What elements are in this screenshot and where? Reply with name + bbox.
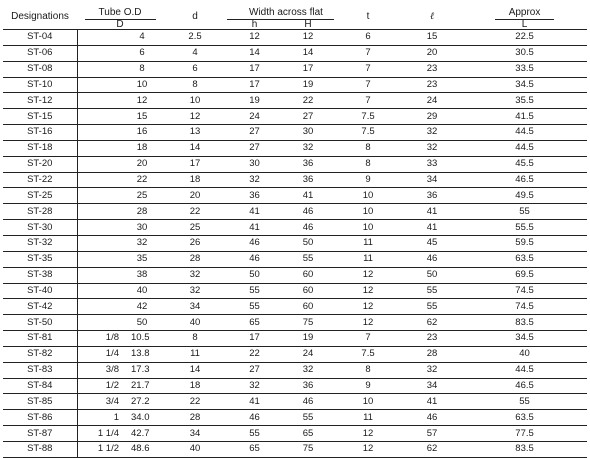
cell-inch-size	[77, 77, 121, 93]
cell-approx-l: 34.5	[515, 332, 534, 344]
table-header	[3, 3, 587, 30]
table-row	[3, 61, 587, 77]
cell-l: 33	[426, 158, 438, 170]
table-row	[3, 204, 587, 220]
cell-approx-l: 35.5	[515, 94, 534, 106]
cell-l: 46	[426, 411, 438, 423]
cell-t: 7.5	[361, 110, 375, 122]
cell-tube-od: 21.7	[131, 379, 150, 391]
cell-designation: ST-12	[3, 93, 77, 109]
cell-designation: ST-30	[3, 220, 77, 236]
cell-h-small: 65	[249, 443, 260, 455]
cell-h-large: 36	[302, 158, 314, 170]
header-tube-od-sub: D	[116, 20, 124, 30]
cell-d: 12	[189, 110, 201, 122]
cell-h-large: 19	[302, 332, 314, 344]
table-row	[3, 220, 587, 236]
cell-inch-size	[77, 315, 121, 331]
cell-h-small: 46	[249, 253, 260, 265]
cell-designation: ST-38	[3, 267, 77, 283]
header-tube-od	[77, 3, 163, 20]
cell-h-large: 60	[302, 269, 314, 281]
cell-tube-od: 22	[136, 174, 148, 186]
cell-h-small: 17	[249, 332, 260, 344]
cell-l: 24	[426, 94, 438, 106]
cell-designation: ST-08	[3, 61, 77, 77]
cell-d: 32	[189, 284, 201, 296]
cell-designation: ST-88	[3, 441, 77, 457]
cell-h-large: 30	[302, 126, 314, 138]
cell-approx-l: 41.5	[515, 110, 534, 122]
cell-approx-l: 74.5	[515, 284, 534, 296]
cell-t: 8	[365, 364, 371, 376]
cell-designation: ST-82	[3, 346, 77, 362]
cell-h-large: 65	[302, 427, 314, 439]
table-row	[3, 251, 587, 267]
cell-designation: ST-42	[3, 299, 77, 315]
cell-designation: ST-81	[3, 331, 77, 347]
cell-h-large: 14	[302, 47, 314, 59]
cell-h-small: 65	[249, 316, 260, 328]
header-h-large: H	[304, 20, 312, 30]
cell-tube-od: 50	[136, 316, 148, 328]
cell-l: 55	[426, 284, 438, 296]
cell-h-small: 46	[249, 411, 260, 423]
table-row	[3, 346, 587, 362]
cell-designation: ST-16	[3, 125, 77, 141]
cell-inch-size: 1	[113, 411, 119, 423]
cell-l: 45	[426, 237, 438, 249]
cell-l: 36	[426, 189, 438, 201]
cell-d: 22	[189, 205, 201, 217]
cell-h-large: 60	[302, 300, 314, 312]
cell-h-small: 55	[249, 300, 260, 312]
cell-t: 8	[365, 142, 371, 154]
cell-t: 6	[365, 31, 371, 43]
cell-d: 17	[189, 158, 201, 170]
cell-tube-od: 18	[136, 142, 148, 154]
cell-approx-l: 55.5	[515, 221, 534, 233]
table-row	[3, 235, 587, 251]
cell-h-large: 50	[302, 237, 314, 249]
cell-t: 7	[365, 78, 371, 90]
cell-tube-od: 4	[139, 31, 145, 43]
cell-l: 50	[426, 269, 438, 281]
cell-inch-size	[77, 220, 121, 236]
cell-h-large: 17	[302, 63, 314, 75]
cell-l: 41	[426, 395, 438, 407]
cell-designation: ST-22	[3, 172, 77, 188]
cell-approx-l: 44.5	[515, 142, 534, 154]
cell-h-small: 32	[249, 174, 260, 186]
cell-tube-od: 16	[136, 126, 148, 138]
cell-t: 7	[365, 332, 371, 344]
header-d: d	[192, 10, 198, 22]
cell-approx-l: 63.5	[515, 411, 534, 423]
cell-h-large: 46	[302, 221, 314, 233]
cell-inch-size: 3/8	[105, 364, 119, 376]
cell-d: 14	[189, 364, 201, 376]
header-designations: Designations	[11, 10, 69, 22]
cell-t: 7	[365, 94, 371, 106]
cell-approx-l: 34.5	[515, 78, 534, 90]
cell-approx-l: 55	[519, 395, 530, 407]
cell-l: 62	[426, 443, 438, 455]
cell-tube-od: 27.2	[131, 395, 150, 407]
cell-designation: ST-40	[3, 283, 77, 299]
header-t: t	[366, 10, 370, 22]
cell-h-small: 55	[249, 427, 260, 439]
cell-designation: ST-25	[3, 188, 77, 204]
cell-l: 15	[426, 31, 438, 43]
cell-d: 8	[192, 332, 198, 344]
cell-inch-size	[77, 172, 121, 188]
cell-h-small: 50	[249, 269, 260, 281]
cell-tube-od: 34.0	[131, 411, 150, 423]
cell-inch-size	[77, 140, 121, 156]
cell-tube-od: 30	[136, 221, 148, 233]
cell-t: 12	[362, 284, 374, 296]
cell-h-large: 55	[302, 253, 314, 265]
cell-d: 40	[189, 443, 201, 455]
cell-l: 23	[426, 63, 438, 75]
cell-h-small: 22	[249, 348, 260, 360]
header-approx	[462, 3, 587, 20]
cell-inch-size	[77, 204, 121, 220]
cell-l: 32	[426, 126, 438, 138]
cell-inch-size	[77, 188, 121, 204]
cell-designation: ST-84	[3, 378, 77, 394]
table-body	[3, 30, 587, 458]
cell-inch-size	[77, 251, 121, 267]
cell-d: 18	[189, 379, 201, 391]
cell-tube-od: 17.3	[131, 364, 150, 376]
table-row	[3, 140, 587, 156]
cell-approx-l: 30.5	[515, 47, 534, 59]
cell-inch-size	[77, 235, 121, 251]
cell-t: 12	[362, 269, 374, 281]
table-row	[3, 172, 587, 188]
cell-t: 12	[362, 427, 374, 439]
cell-h-small: 46	[249, 237, 260, 249]
cell-d: 25	[189, 221, 201, 233]
cell-designation: ST-20	[3, 156, 77, 172]
cell-d: 28	[189, 411, 201, 423]
cell-h-large: 24	[302, 348, 314, 360]
cell-inch-size	[77, 93, 121, 109]
cell-d: 10	[189, 94, 201, 106]
cell-l: 32	[426, 142, 438, 154]
cell-h-small: 55	[249, 284, 260, 296]
table-row	[3, 362, 587, 378]
cell-l: 34	[426, 174, 438, 186]
dimension-table	[3, 3, 587, 458]
cell-d: 13	[189, 126, 201, 138]
cell-l: 46	[426, 253, 438, 265]
cell-d: 22	[189, 395, 201, 407]
cell-d: 11	[190, 348, 200, 360]
cell-designation: ST-10	[3, 77, 77, 93]
cell-approx-l: 63.5	[515, 253, 534, 265]
cell-d: 2.5	[188, 31, 202, 43]
cell-d: 28	[189, 253, 201, 265]
cell-designation: ST-83	[3, 362, 77, 378]
cell-l: 23	[426, 332, 438, 344]
cell-h-small: 41	[249, 221, 260, 233]
cell-t: 11	[363, 411, 373, 423]
table-row	[3, 426, 587, 442]
cell-h-small: 27	[249, 364, 260, 376]
table-row	[3, 283, 587, 299]
cell-designation: ST-04	[3, 30, 77, 46]
cell-h-small: 30	[249, 158, 260, 170]
cell-approx-l: 33.5	[515, 63, 534, 75]
cell-approx-l: 45.5	[515, 158, 534, 170]
table-row	[3, 331, 587, 347]
cell-t: 7	[365, 47, 371, 59]
cell-t: 12	[362, 316, 374, 328]
cell-l: 34	[426, 379, 438, 391]
cell-tube-od: 10.5	[131, 332, 150, 344]
cell-l: 62	[426, 316, 438, 328]
cell-inch-size	[77, 267, 121, 283]
cell-tube-od: 35	[136, 253, 148, 265]
cell-inch-size: 1/2	[105, 379, 119, 391]
cell-h-small: 41	[249, 395, 260, 407]
cell-t: 11	[363, 237, 373, 249]
cell-l: 41	[426, 221, 438, 233]
cell-d: 20	[189, 189, 201, 201]
cell-l: 55	[426, 300, 438, 312]
cell-inch-size	[77, 125, 121, 141]
cell-h-large: 60	[302, 284, 314, 296]
cell-approx-l: 59.5	[515, 237, 534, 249]
table-row	[3, 77, 587, 93]
cell-inch-size	[77, 283, 121, 299]
cell-h-large: 55	[302, 411, 314, 423]
table-row	[3, 188, 587, 204]
cell-t: 10	[362, 205, 374, 217]
cell-designation: ST-50	[3, 315, 77, 331]
table-row	[3, 109, 587, 125]
cell-h-small: 41	[249, 205, 260, 217]
cell-inch-size: 3/4	[105, 395, 119, 407]
header-tube-od-label: Tube O.D	[85, 7, 156, 20]
cell-l: 23	[426, 78, 438, 90]
cell-t: 7.5	[361, 348, 375, 360]
cell-t: 10	[362, 395, 374, 407]
cell-tube-od: 12	[136, 94, 148, 106]
cell-designation: ST-32	[3, 235, 77, 251]
cell-t: 9	[365, 174, 371, 186]
cell-h-small: 12	[249, 31, 260, 43]
cell-tube-od: 32	[136, 237, 148, 249]
cell-h-small: 14	[249, 47, 260, 59]
cell-designation: ST-06	[3, 45, 77, 61]
cell-approx-l: 55	[519, 205, 530, 217]
cell-t: 10	[362, 221, 374, 233]
cell-approx-l: 22.5	[515, 31, 534, 43]
cell-d: 34	[189, 427, 201, 439]
cell-t: 10	[362, 189, 374, 201]
cell-h-large: 36	[302, 174, 314, 186]
cell-tube-od: 40	[136, 284, 148, 296]
table-row	[3, 30, 587, 46]
cell-approx-l: 74.5	[515, 300, 534, 312]
cell-tube-od: 42	[136, 300, 148, 312]
cell-t: 7	[365, 63, 371, 75]
cell-tube-od: 38	[136, 269, 148, 281]
header-l: ℓ	[429, 10, 435, 22]
header-approx-sub: L	[521, 20, 528, 30]
cell-h-large: 27	[302, 110, 314, 122]
cell-l: 57	[426, 427, 438, 439]
cell-t: 7.5	[361, 126, 375, 138]
cell-h-large: 75	[302, 316, 314, 328]
cell-approx-l: 44.5	[515, 126, 534, 138]
header-h-small: h	[251, 20, 258, 30]
cell-approx-l: 40	[519, 348, 530, 360]
cell-approx-l: 83.5	[515, 443, 534, 455]
cell-h-small: 19	[249, 94, 260, 106]
cell-h-large: 22	[302, 94, 314, 106]
cell-h-small: 27	[249, 142, 260, 154]
cell-tube-od: 42.7	[131, 427, 150, 439]
cell-inch-size	[77, 299, 121, 315]
cell-designation: ST-87	[3, 426, 77, 442]
table-row	[3, 299, 587, 315]
cell-h-small: 32	[249, 379, 260, 391]
cell-designation: ST-86	[3, 410, 77, 426]
cell-t: 9	[365, 379, 371, 391]
table-row	[3, 315, 587, 331]
cell-h-small: 24	[249, 110, 260, 122]
cell-h-large: 12	[302, 31, 314, 43]
cell-inch-size	[77, 30, 121, 46]
cell-approx-l: 49.5	[515, 189, 534, 201]
cell-h-large: 19	[302, 78, 314, 90]
cell-d: 34	[189, 300, 201, 312]
cell-designation: ST-15	[3, 109, 77, 125]
cell-tube-od: 48.6	[131, 443, 150, 455]
cell-tube-od: 6	[139, 47, 145, 59]
table-row	[3, 267, 587, 283]
cell-h-small: 36	[249, 189, 260, 201]
cell-inch-size	[77, 109, 121, 125]
header-width-across-flat-label: Width across flat	[227, 7, 334, 20]
cell-h-large: 75	[302, 443, 314, 455]
cell-d: 26	[189, 237, 201, 249]
cell-h-large: 41	[302, 189, 314, 201]
cell-d: 14	[189, 142, 201, 154]
table-row	[3, 45, 587, 61]
table-row	[3, 378, 587, 394]
cell-approx-l: 77.5	[515, 427, 534, 439]
cell-h-small: 17	[249, 78, 260, 90]
cell-inch-size: 1/8	[105, 332, 119, 344]
cell-l: 32	[426, 364, 438, 376]
cell-tube-od: 20	[136, 158, 148, 170]
cell-t: 8	[365, 158, 371, 170]
cell-approx-l: 69.5	[515, 269, 534, 281]
cell-tube-od: 15	[136, 110, 148, 122]
cell-inch-size: 1/4	[105, 348, 119, 360]
cell-inch-size	[77, 156, 121, 172]
cell-approx-l: 46.5	[515, 379, 534, 391]
cell-l: 28	[426, 348, 438, 360]
cell-h-large: 36	[302, 379, 314, 391]
cell-h-small: 27	[249, 126, 260, 138]
cell-h-large: 46	[302, 205, 314, 217]
cell-inch-size	[77, 45, 121, 61]
table-row	[3, 394, 587, 410]
cell-t: 12	[362, 300, 374, 312]
cell-inch-size	[77, 61, 121, 77]
cell-designation: ST-28	[3, 204, 77, 220]
cell-designation: ST-35	[3, 251, 77, 267]
cell-h-large: 46	[302, 395, 314, 407]
cell-h-large: 32	[302, 142, 314, 154]
header-approx-label: Approx	[495, 7, 555, 20]
cell-inch-size: 1 1/2	[97, 443, 119, 455]
cell-d: 40	[189, 316, 201, 328]
table-row	[3, 410, 587, 426]
cell-t: 11	[363, 253, 373, 265]
cell-l: 41	[426, 205, 438, 217]
header-width-across-flat	[227, 3, 334, 20]
cell-designation: ST-85	[3, 394, 77, 410]
cell-tube-od: 25	[136, 189, 148, 201]
cell-tube-od: 13.8	[131, 348, 150, 360]
cell-approx-l: 44.5	[515, 364, 534, 376]
cell-tube-od: 28	[136, 205, 148, 217]
cell-l: 29	[426, 110, 438, 122]
cell-h-small: 17	[249, 63, 260, 75]
cell-d: 32	[189, 269, 201, 281]
cell-d: 6	[192, 63, 198, 75]
cell-d: 8	[192, 78, 198, 90]
cell-l: 20	[426, 47, 438, 59]
table-row	[3, 125, 587, 141]
cell-d: 4	[192, 47, 198, 59]
cell-tube-od: 10	[136, 78, 148, 90]
cell-t: 12	[362, 443, 374, 455]
cell-designation: ST-18	[3, 140, 77, 156]
table-row	[3, 156, 587, 172]
cell-inch-size: 1 1/4	[97, 427, 119, 439]
cell-approx-l: 46.5	[515, 174, 534, 186]
cell-approx-l: 83.5	[515, 316, 534, 328]
cell-tube-od: 8	[139, 63, 145, 75]
cell-h-large: 32	[302, 364, 314, 376]
cell-d: 18	[189, 174, 201, 186]
table-row	[3, 93, 587, 109]
